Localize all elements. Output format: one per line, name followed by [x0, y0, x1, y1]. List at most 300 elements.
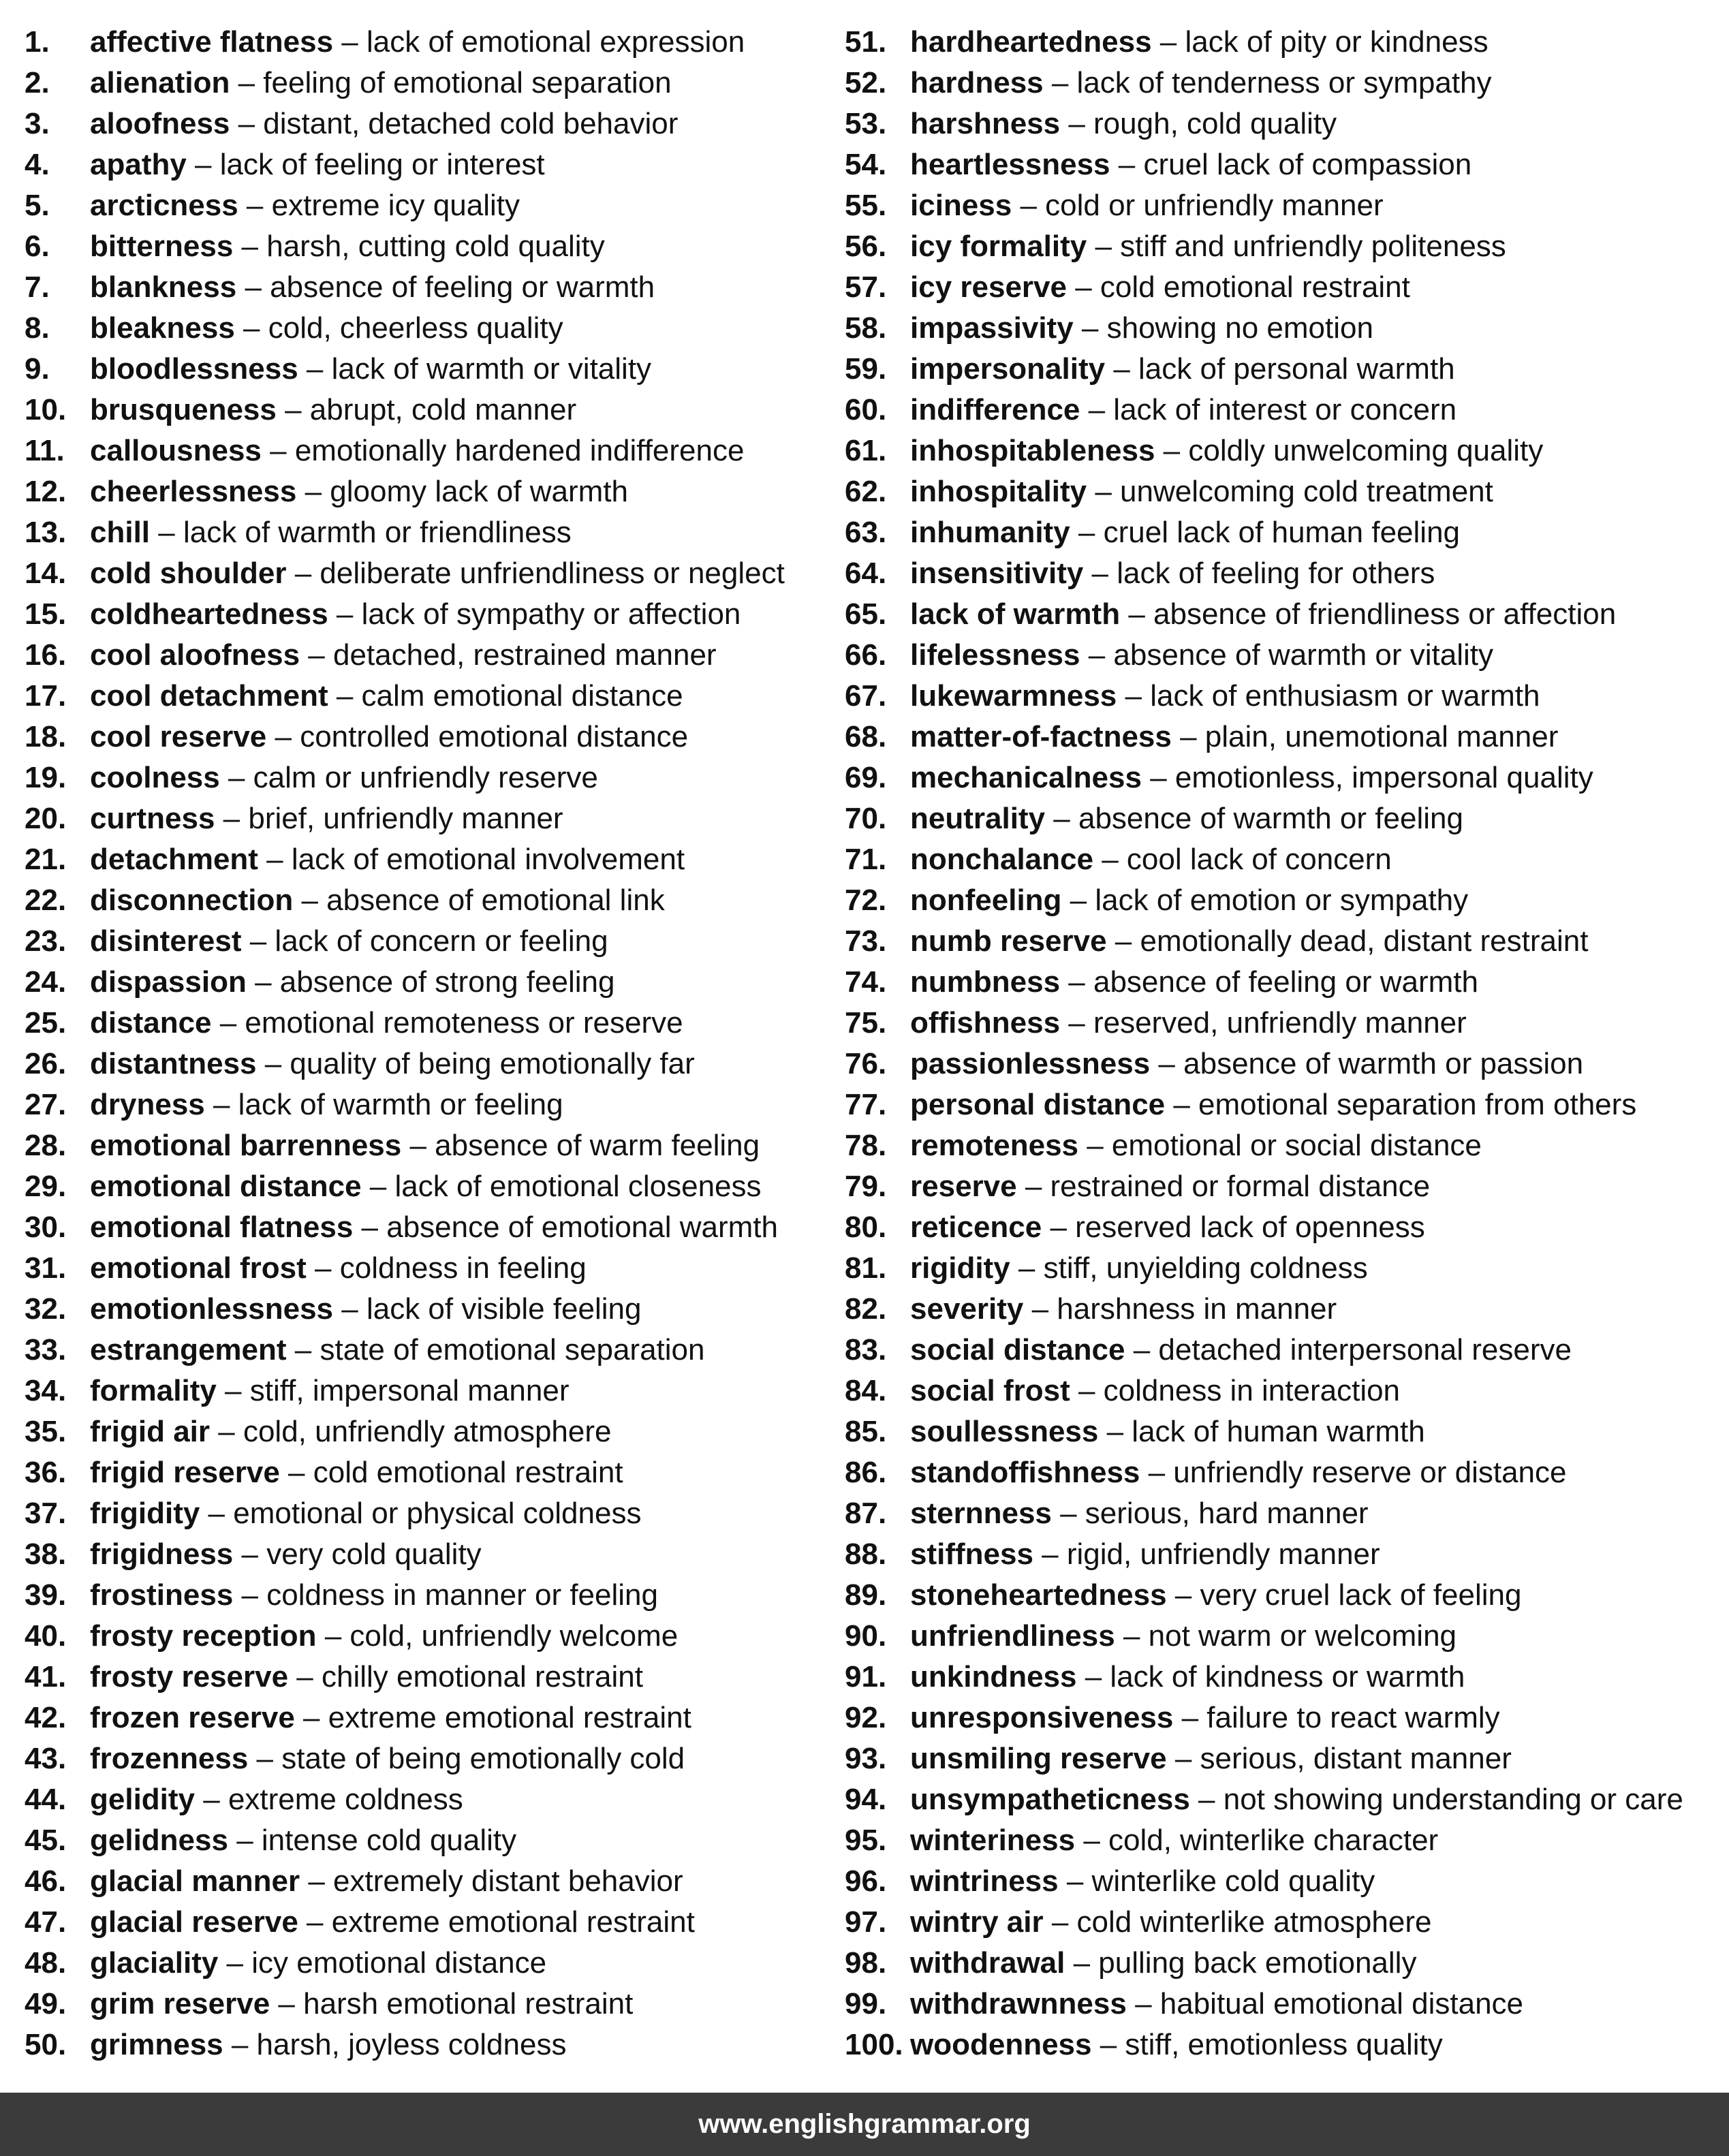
- list-item-body: [910, 1084, 1636, 1125]
- list-item-definition: – calm or unfriendly reserve: [219, 761, 598, 794]
- list-item-body: [90, 226, 605, 267]
- list-item-number: 93.: [845, 1742, 887, 1775]
- list-item-number: 67.: [845, 679, 887, 713]
- list-item-term: frigid air: [90, 1415, 211, 1448]
- list-item-number: 17.: [25, 679, 67, 713]
- list-item-definition: – lack of warmth or friendliness: [150, 516, 572, 549]
- list-item-term: frigidity: [90, 1497, 200, 1530]
- list-item-term: detachment: [90, 843, 258, 876]
- list-item-definition: – winterlike cold quality: [1058, 1864, 1375, 1898]
- list-item-term: neutrality: [910, 802, 1046, 835]
- list-item-body: [90, 1207, 778, 1248]
- list-item-number: 75.: [845, 1006, 887, 1040]
- list-item-term: icy reserve: [910, 270, 1067, 304]
- list-item-body: [910, 1207, 1425, 1248]
- list-item-definition: – cold or unfriendly manner: [1012, 189, 1384, 222]
- list-item-term: cool detachment: [90, 679, 328, 713]
- list-item-body: [910, 880, 1468, 921]
- list-item-number: 30.: [25, 1210, 67, 1244]
- list-item-number: 10.: [25, 393, 67, 426]
- list-item-definition: – emotionally dead, distant restraint: [1106, 924, 1589, 958]
- list-item-body: [90, 717, 688, 757]
- list-item-number: 62.: [845, 475, 887, 508]
- list-item-definition: – detached, restrained manner: [300, 638, 717, 672]
- list-item-body: [910, 553, 1435, 594]
- list-item-term: bitterness: [90, 230, 234, 263]
- list-item-number: 7.: [25, 270, 50, 304]
- list-item-number: 99.: [845, 1987, 887, 2020]
- list-item-number: 36.: [25, 1456, 67, 1489]
- list-item-definition: – lack of enthusiasm or warmth: [1117, 679, 1540, 713]
- list-item-term: standoffishness: [910, 1456, 1140, 1489]
- list-item-number: 65.: [845, 597, 887, 631]
- list-item-definition: – harsh, joyless coldness: [223, 2028, 567, 2061]
- list-item-term: remoteness: [910, 1129, 1079, 1162]
- list-item-term: withdrawnness: [910, 1987, 1127, 2020]
- list-item-body: [90, 1534, 482, 1575]
- list-item-number: 82.: [845, 1292, 887, 1326]
- list-item-body: [910, 1003, 1467, 1044]
- list-item-body: [910, 1738, 1512, 1779]
- list-item-definition: – absence of feeling or warmth: [1060, 965, 1478, 999]
- list-item-number: 69.: [845, 761, 887, 794]
- list-item-definition: – cold, cheerless quality: [234, 311, 563, 345]
- list-item-definition: – lack of visible feeling: [333, 1292, 642, 1326]
- list-item-number: 20.: [25, 802, 67, 835]
- list-item-number: 31.: [25, 1251, 67, 1285]
- list-item-term: estrangement: [90, 1333, 287, 1366]
- list-item-number: 46.: [25, 1864, 67, 1898]
- list-item-body: [90, 962, 614, 1003]
- list-item-term: heartlessness: [910, 148, 1110, 181]
- list-item-definition: – lack of sympathy or affection: [328, 597, 741, 631]
- list-item-body: [90, 635, 717, 676]
- list-item-term: aloofness: [90, 107, 230, 140]
- list-item-term: blankness: [90, 270, 237, 304]
- list-item-term: curtness: [90, 802, 215, 835]
- list-item-body: [90, 1820, 516, 1861]
- list-item-definition: – coldness in feeling: [306, 1251, 587, 1285]
- list-item-definition: – chilly emotional restraint: [288, 1660, 643, 1693]
- list-item-definition: – pulling back emotionally: [1065, 1946, 1417, 1980]
- list-item-number: 90.: [845, 1619, 887, 1653]
- list-item-term: frostiness: [90, 1578, 234, 1612]
- list-item-term: coolness: [90, 761, 220, 794]
- list-item-body: [90, 349, 651, 390]
- list-item-term: unsympatheticness: [910, 1783, 1190, 1816]
- list-item-number: 49.: [25, 1987, 67, 2020]
- list-item-number: 27.: [25, 1088, 67, 1121]
- list-item-number: 45.: [25, 1824, 67, 1857]
- list-item-definition: – showing no emotion: [1073, 311, 1373, 345]
- list-item-body: [910, 1820, 1438, 1861]
- list-item-definition: – lack of emotional involvement: [258, 843, 685, 876]
- list-item-definition: – cool lack of concern: [1093, 843, 1392, 876]
- list-item-body: [90, 1371, 569, 1411]
- list-item-term: matter-of-factness: [910, 720, 1172, 753]
- list-item-definition: – absence of friendliness or affection: [1120, 597, 1617, 631]
- list-item-term: rigidity: [910, 1251, 1010, 1285]
- list-item-number: 55.: [845, 189, 887, 222]
- list-item-definition: – cold winterlike atmosphere: [1043, 1905, 1432, 1939]
- list-item-term: grim reserve: [90, 1987, 270, 2020]
- list-item-number: 38.: [25, 1537, 67, 1571]
- list-item-term: wintriness: [910, 1864, 1059, 1898]
- list-item-number: 39.: [25, 1578, 67, 1612]
- list-item-number: 6.: [25, 230, 50, 263]
- list-item-definition: – quality of being emotionally far: [256, 1047, 695, 1080]
- list-item-term: numbness: [910, 965, 1061, 999]
- list-item-term: soullessness: [910, 1415, 1099, 1448]
- list-item-number: 52.: [845, 66, 887, 99]
- list-item-body: [90, 1125, 760, 1166]
- list-item-number: 70.: [845, 802, 887, 835]
- list-item-body: [910, 1698, 1500, 1738]
- list-item-number: 43.: [25, 1742, 67, 1775]
- list-item-term: inhospitableness: [910, 434, 1155, 467]
- list-item-definition: – lack of emotion or sympathy: [1061, 884, 1469, 917]
- list-item-number: 33.: [25, 1333, 67, 1366]
- list-item-body: [910, 144, 1471, 185]
- list-item-definition: – emotionally hardened indifference: [261, 434, 745, 467]
- list-item-definition: – restrained or formal distance: [1016, 1170, 1431, 1203]
- list-item-definition: – absence of warm feeling: [401, 1129, 760, 1162]
- list-item-definition: – lack of tenderness or sympathy: [1043, 66, 1492, 99]
- list-item-body: [90, 431, 744, 471]
- list-item-body: [90, 921, 608, 962]
- list-item-term: distance: [90, 1006, 212, 1040]
- list-item-term: harshness: [910, 107, 1061, 140]
- list-item-definition: – not showing understanding or care: [1189, 1783, 1683, 1816]
- list-item-definition: – calm emotional distance: [328, 679, 683, 713]
- list-item-body: [90, 1698, 691, 1738]
- list-item-body: [90, 1289, 642, 1330]
- list-item-definition: – distant, detached cold behavior: [230, 107, 679, 140]
- list-item-definition: – lack of warmth or feeling: [204, 1088, 563, 1121]
- list-item-number: 37.: [25, 1497, 67, 1530]
- list-item-body: [90, 553, 785, 594]
- list-item-body: [910, 185, 1384, 226]
- list-item-number: 28.: [25, 1129, 67, 1162]
- list-item-definition: – harsh emotional restraint: [270, 1987, 634, 2020]
- list-item-definition: – stiff, emotionless quality: [1091, 2028, 1443, 2061]
- list-item-body: [90, 390, 576, 431]
- list-item-number: 2.: [25, 66, 50, 99]
- list-item-number: 61.: [845, 434, 887, 467]
- list-item-body: [90, 1779, 463, 1820]
- list-item-term: dispassion: [90, 965, 247, 999]
- list-item-definition: – serious, hard manner: [1051, 1497, 1369, 1530]
- list-item-term: icy formality: [910, 230, 1087, 263]
- list-item-term: emotional flatness: [90, 1210, 354, 1244]
- list-item-definition: – lack of human warmth: [1098, 1415, 1425, 1448]
- list-item-number: 63.: [845, 516, 887, 549]
- list-item-term: mechanicalness: [910, 761, 1142, 794]
- list-item-definition: – absence of warmth or passion: [1150, 1047, 1584, 1080]
- list-item-body: [90, 798, 563, 839]
- list-item-definition: – emotional separation from others: [1165, 1088, 1637, 1121]
- list-item-number: 42.: [25, 1701, 67, 1734]
- list-item-definition: – deliberate unfriendliness or neglect: [286, 557, 785, 590]
- list-item-term: formality: [90, 1374, 217, 1407]
- list-item-term: arcticness: [90, 189, 238, 222]
- list-item-number: 86.: [845, 1456, 887, 1489]
- list-item-definition: – absence of strong feeling: [246, 965, 615, 999]
- list-item-term: severity: [910, 1292, 1024, 1326]
- list-item-term: social frost: [910, 1374, 1070, 1407]
- list-item-body: [910, 349, 1455, 390]
- list-item-term: frozen reserve: [90, 1701, 295, 1734]
- list-item-term: callousness: [90, 434, 262, 467]
- list-item-body: [910, 390, 1457, 431]
- list-item-number: 21.: [25, 843, 67, 876]
- list-item-term: sternness: [910, 1497, 1052, 1530]
- list-item-term: apathy: [90, 148, 187, 181]
- list-item-term: insensitivity: [910, 557, 1084, 590]
- list-item-definition: – emotional or social distance: [1078, 1129, 1482, 1162]
- list-item-number: 32.: [25, 1292, 67, 1326]
- list-item-body: [90, 594, 741, 635]
- list-item-term: glacial reserve: [90, 1905, 298, 1939]
- list-item-number: 18.: [25, 720, 67, 753]
- list-item-number: 24.: [25, 965, 67, 999]
- list-item-definition: – lack of warmth or vitality: [298, 352, 652, 386]
- list-item-body: [910, 635, 1493, 676]
- list-item-number: 53.: [845, 107, 887, 140]
- list-item-body: [910, 1248, 1368, 1289]
- list-item-number: 15.: [25, 597, 67, 631]
- list-item-body: [910, 1616, 1457, 1657]
- list-item-definition: – reserved lack of openness: [1042, 1210, 1425, 1244]
- list-item-definition: – lack of feeling or interest: [186, 148, 545, 181]
- list-item-definition: – state of emotional separation: [286, 1333, 705, 1366]
- list-item-term: iciness: [910, 189, 1012, 222]
- list-item-term: unkindness: [910, 1660, 1077, 1693]
- list-item-number: 95.: [845, 1824, 887, 1857]
- list-item-body: [90, 512, 572, 553]
- list-item-definition: – cold, unfriendly atmosphere: [210, 1415, 612, 1448]
- list-item-number: 44.: [25, 1783, 67, 1816]
- list-item-definition: – unwelcoming cold treatment: [1087, 475, 1493, 508]
- list-item-term: lukewarmness: [910, 679, 1117, 713]
- list-item-term: unsmiling reserve: [910, 1742, 1167, 1775]
- list-item-term: emotional frost: [90, 1251, 307, 1285]
- list-item-definition: – cold emotional restraint: [1067, 270, 1410, 304]
- list-item-term: chill: [90, 516, 151, 549]
- list-item-term: impassivity: [910, 311, 1074, 345]
- list-item-body: [910, 1125, 1482, 1166]
- list-item-number: 97.: [845, 1905, 887, 1939]
- list-item-term: winteriness: [910, 1824, 1076, 1857]
- list-item-body: [90, 104, 678, 144]
- list-item-definition: – very cold quality: [233, 1537, 482, 1571]
- list-item-term: numb reserve: [910, 924, 1107, 958]
- list-item-number: 91.: [845, 1660, 887, 1693]
- list-item-definition: – cruel lack of human feeling: [1070, 516, 1461, 549]
- list-item-term: alienation: [90, 66, 230, 99]
- list-item-number: 64.: [845, 557, 887, 590]
- list-item-definition: – stiff and unfriendly politeness: [1087, 230, 1506, 263]
- list-item-body: [90, 1902, 695, 1943]
- list-item-number: 48.: [25, 1946, 67, 1980]
- list-item-body: [90, 22, 745, 63]
- list-item-definition: – coldness in manner or feeling: [233, 1578, 658, 1612]
- list-item-number: 74.: [845, 965, 887, 999]
- list-item-definition: – absence of feeling or warmth: [236, 270, 655, 304]
- list-item-definition: – absence of warmth or feeling: [1045, 802, 1463, 835]
- list-item-definition: – cruel lack of compassion: [1110, 148, 1472, 181]
- list-item-body: [910, 267, 1410, 308]
- list-item-body: [90, 2025, 566, 2065]
- list-item-definition: – reserved, unfriendly manner: [1060, 1006, 1467, 1040]
- list-item-number: 87.: [845, 1497, 887, 1530]
- list-item-definition: – stiff, unyielding coldness: [1010, 1251, 1368, 1285]
- list-item-number: 25.: [25, 1006, 67, 1040]
- list-item-number: 98.: [845, 1946, 887, 1980]
- list-item-body: [90, 1861, 683, 1902]
- list-item-number: 41.: [25, 1660, 67, 1693]
- list-item-number: 4.: [25, 148, 50, 181]
- list-item-number: 26.: [25, 1047, 67, 1080]
- list-item-definition: – gloomy lack of warmth: [296, 475, 628, 508]
- list-item-term: stoneheartedness: [910, 1578, 1167, 1612]
- list-item-number: 40.: [25, 1619, 67, 1653]
- list-item-body: [910, 512, 1460, 553]
- list-item-body: [910, 921, 1588, 962]
- list-item-number: 12.: [25, 475, 67, 508]
- list-item-term: offishness: [910, 1006, 1061, 1040]
- list-item-body: [90, 308, 563, 349]
- list-item-definition: – lack of feeling for others: [1083, 557, 1435, 590]
- list-item-definition: – habitual emotional distance: [1126, 1987, 1524, 2020]
- list-item-body: [910, 1330, 1572, 1371]
- list-item-term: emotional barrenness: [90, 1129, 402, 1162]
- list-item-term: dryness: [90, 1088, 205, 1121]
- list-item-term: stiffness: [910, 1537, 1033, 1571]
- list-item-body: [90, 1575, 658, 1616]
- list-item-body: [910, 1044, 1583, 1084]
- list-item-term: disinterest: [90, 924, 242, 958]
- list-item-term: cool aloofness: [90, 638, 300, 672]
- list-item-body: [90, 267, 655, 308]
- list-item-body: [90, 63, 672, 104]
- list-item-body: [90, 185, 520, 226]
- list-item-definition: – harsh, cutting cold quality: [233, 230, 605, 263]
- list-item-body: [910, 1902, 1431, 1943]
- list-item-body: [910, 63, 1492, 104]
- list-item-term: disconnection: [90, 884, 294, 917]
- list-item-definition: – emotionless, impersonal quality: [1141, 761, 1593, 794]
- list-item-term: unfriendliness: [910, 1619, 1115, 1653]
- list-item-number: 23.: [25, 924, 67, 958]
- list-item-body: [910, 308, 1373, 349]
- list-item-body: [910, 1289, 1337, 1330]
- list-item-body: [910, 22, 1489, 63]
- list-item-definition: – serious, distant manner: [1166, 1742, 1512, 1775]
- list-item-body: [90, 1411, 611, 1452]
- list-item-body: [90, 1657, 643, 1698]
- list-item-number: 13.: [25, 516, 67, 549]
- list-item-definition: – cold emotional restraint: [279, 1456, 623, 1489]
- list-item-body: [90, 1616, 678, 1657]
- list-item-number: 56.: [845, 230, 887, 263]
- list-item-body: [910, 2025, 1443, 2065]
- list-item-definition: – lack of interest or concern: [1080, 393, 1457, 426]
- list-item-body: [90, 839, 685, 880]
- list-item-definition: – lack of concern or feeling: [241, 924, 608, 958]
- list-item-body: [90, 1738, 685, 1779]
- list-item-definition: – cold, unfriendly welcome: [316, 1619, 679, 1653]
- list-item-definition: – absence of emotional link: [293, 884, 665, 917]
- list-item-number: 84.: [845, 1374, 887, 1407]
- list-item-number: 85.: [845, 1415, 887, 1448]
- list-item-definition: – absence of warmth or vitality: [1080, 638, 1493, 672]
- list-item-number: 11.: [25, 434, 65, 467]
- list-item-body: [90, 1248, 587, 1289]
- list-item-number: 19.: [25, 761, 67, 794]
- list-item-number: 22.: [25, 884, 67, 917]
- list-item-term: nonfeeling: [910, 884, 1062, 917]
- list-item-number: 88.: [845, 1537, 887, 1571]
- list-item-number: 29.: [25, 1170, 67, 1203]
- list-item-body: [910, 798, 1463, 839]
- list-item-term: reticence: [910, 1210, 1042, 1244]
- list-item-body: [910, 226, 1506, 267]
- list-item-definition: – detached interpersonal reserve: [1125, 1333, 1572, 1366]
- list-item-number: 47.: [25, 1905, 67, 1939]
- list-item-number: 58.: [845, 311, 887, 345]
- list-item-body: [910, 1984, 1523, 2025]
- list-item-number: 80.: [845, 1210, 887, 1244]
- list-item-body: [910, 104, 1337, 144]
- list-item-definition: – extreme emotional restraint: [298, 1905, 695, 1939]
- list-item-body: [90, 1166, 762, 1207]
- list-item-definition: – rigid, unfriendly manner: [1033, 1537, 1380, 1571]
- list-item-number: 14.: [25, 557, 67, 590]
- list-item-body: [90, 1003, 683, 1044]
- list-item-number: 60.: [845, 393, 887, 426]
- list-item-definition: – rough, cold quality: [1060, 107, 1337, 140]
- list-item-term: woodenness: [910, 2028, 1092, 2061]
- list-item-body: [90, 1493, 641, 1534]
- list-item-number: 78.: [845, 1129, 887, 1162]
- list-item-definition: – coldly unwelcoming quality: [1155, 434, 1544, 467]
- list-item-number: 59.: [845, 352, 887, 386]
- list-item-number: 1.: [25, 25, 50, 59]
- list-item-body: [90, 880, 665, 921]
- list-item-definition: – extreme icy quality: [238, 189, 520, 222]
- list-item-number: 100.: [845, 2028, 903, 2061]
- list-item-number: 9.: [25, 352, 50, 386]
- list-item-number: 3.: [25, 107, 50, 140]
- list-item-term: hardness: [910, 66, 1044, 99]
- list-item-term: brusqueness: [90, 393, 277, 426]
- list-item-definition: – coldness in interaction: [1070, 1374, 1401, 1407]
- list-item-number: 94.: [845, 1783, 887, 1816]
- list-item-term: gelidity: [90, 1783, 196, 1816]
- list-item-number: 66.: [845, 638, 887, 672]
- list-item-number: 50.: [25, 2028, 67, 2061]
- list-item-number: 79.: [845, 1170, 887, 1203]
- list-item-body: [910, 1493, 1369, 1534]
- list-item-body: [90, 1984, 633, 2025]
- list-item-body: [90, 144, 545, 185]
- list-item-body: [90, 676, 683, 717]
- list-item-body: [910, 1534, 1380, 1575]
- list-item-definition: – emotional remoteness or reserve: [211, 1006, 683, 1040]
- list-item-definition: – lack of kindness or warmth: [1076, 1660, 1465, 1693]
- list-item-body: [910, 1575, 1522, 1616]
